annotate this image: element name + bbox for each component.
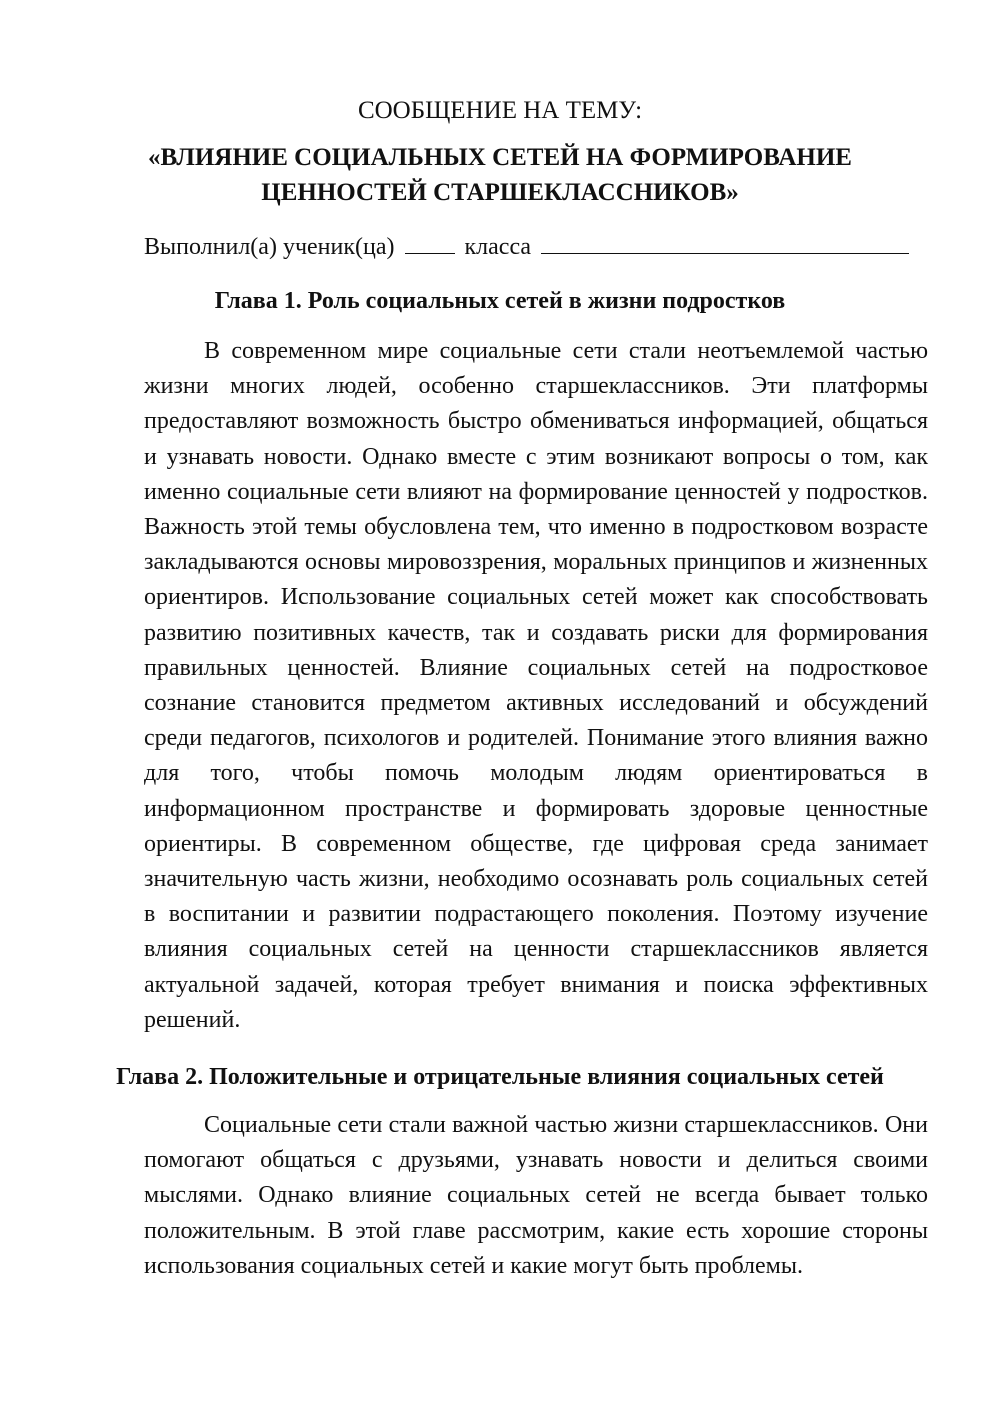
title-line-2: ЦЕННОСТЕЙ СТАРШЕКЛАССНИКОВ»	[261, 179, 739, 206]
chapter-1-title: Глава 1. Роль социальных сетей в жизни подростков	[214, 288, 786, 314]
class-label: класса	[464, 234, 532, 260]
author-line	[144, 231, 913, 263]
class-blank	[405, 231, 455, 254]
author-label: Выполнил(а) ученик(ца)	[144, 234, 395, 260]
chapter-2-paragraph: Социальные сети стали важной частью жизни старшеклассников. Они помогают общаться с друзьями, узнавать новости и делиться своими мыслями. Однако влияние социальных сетей не всегда бывает только положительным. В этой главе рассмотрим, какие есть хорошие стороны использования социальных сетей и какие могут быть проблемы.	[144, 1112, 928, 1279]
title-line-1: «ВЛИЯНИЕ СОЦИАЛЬНЫХ СЕТЕЙ НА ФОРМИРОВАНИЕ	[148, 144, 852, 171]
document-title	[0, 140, 1000, 210]
chapter-2-title: Глава 2. Положительные и отрицательные влияния социальных сетей	[116, 1064, 884, 1090]
topic-heading: СООБЩЕНИЕ НА ТЕМУ:	[357, 97, 643, 124]
chapter-1-paragraph: В современном мире социальные сети стали неотъемлемой частью жизни многих людей, особенно старшеклассников. Эти платформы предоставляют возможность быстро обмениваться информацией, общаться и узнавать новости. Однако вместе с этим возникают вопросы о том, как именно социальные сети влияют на формирование ценностей у подростков. Важность этой темы обусловлена тем, что именно в подростковом возрасте закладываются основы мировоззрения, моральных принципов и жизненных ориентиров. Использование социальных сетей может как способствовать развитию позитивных качеств, так и создавать риски для формирования правильных ценностей. Влияние социальных сетей на подростковое сознание становится предметом активных исследований и обсуждений среди педагогов, психологов и родителей. Понимание этого влияния важно для того, чтобы помочь молодым людям ориентироваться в информационном пространстве и формировать здоровые ценностные ориентиры. В современном обществе, где цифровая среда занимает значительную часть жизни, необходимо осознавать роль социальных сетей в воспитании и развитии подрастающего поколения. Поэтому изучение влияния социальных сетей на ценности старшеклассников является актуальной задачей, которая требует внимания и поиска эффективных решений.	[144, 338, 928, 1033]
name-blank	[541, 231, 909, 254]
